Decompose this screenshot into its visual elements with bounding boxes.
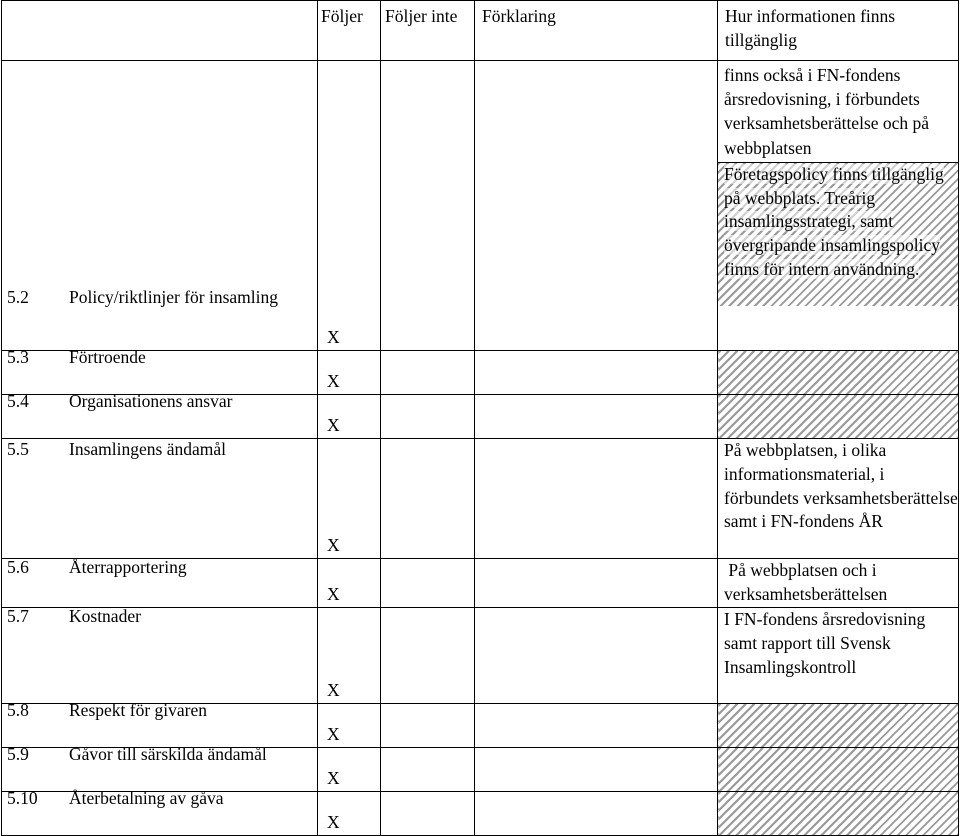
row-label-cell — [2, 61, 318, 351]
info-cell — [718, 439, 959, 559]
foljer-mark: X — [327, 680, 340, 701]
info-cell-hatched — [718, 704, 959, 748]
row-label: Förtroende — [69, 347, 146, 367]
row-number: 5.6 — [7, 557, 29, 577]
header-blank — [2, 1, 318, 61]
row-number: 5.7 — [7, 606, 29, 626]
foljer-inte-cell — [381, 351, 475, 395]
info-cell — [718, 608, 959, 704]
row-label: Gåvor till särskilda ändamål — [69, 744, 267, 764]
row-label: Respekt för givaren — [69, 700, 208, 720]
row-number: 5.3 — [7, 347, 29, 367]
header-hur-informationen: Hur informationen finns tillgänglig — [718, 1, 959, 61]
table-row — [2, 608, 959, 704]
forklaring-cell — [475, 439, 718, 559]
foljer-inte-cell — [381, 704, 475, 748]
foljer-mark: X — [327, 415, 340, 436]
foljer-mark: X — [327, 327, 340, 348]
foljer-cell — [318, 395, 381, 439]
foljer-cell — [318, 439, 381, 559]
table-row — [2, 748, 959, 792]
table-row — [2, 61, 959, 351]
info-text: I FN-fondens årsredovisning samt rapport till Svensk Insamlingskontroll — [724, 609, 926, 677]
foljer-inte-cell — [381, 61, 475, 351]
row-number: 5.5 — [7, 439, 29, 459]
row-number: 5.4 — [7, 391, 29, 411]
row-label-cell — [2, 559, 318, 608]
row-number: 5.9 — [7, 744, 29, 764]
forklaring-cell — [475, 748, 718, 792]
header-row — [2, 1, 959, 61]
foljer-cell — [318, 608, 381, 704]
info-cell-hatched — [718, 395, 959, 439]
foljer-cell — [318, 748, 381, 792]
foljer-mark: X — [327, 584, 340, 605]
foljer-cell — [318, 351, 381, 395]
foljer-inte-cell — [381, 559, 475, 608]
row-label-cell — [2, 347, 318, 395]
info-text: På webbplatsen, i olika informationsmaterial, i förbundets verksamhetsberättelse samt i FN-fondens ÅR — [724, 440, 958, 532]
table-row — [2, 395, 959, 439]
foljer-inte-cell — [381, 395, 475, 439]
forklaring-cell — [475, 61, 718, 351]
row-label: Återrapportering — [69, 557, 187, 577]
table-row — [2, 439, 959, 559]
info-text-hatched — [718, 162, 958, 306]
forklaring-cell — [475, 559, 718, 608]
foljer-inte-cell — [381, 439, 475, 559]
info-continuation-text: finns också i FN-fondens årsredovisning, i förbundets verksamhetsberättelse och på webbplatsen — [724, 65, 930, 158]
forklaring-cell — [475, 608, 718, 704]
row-label-cell — [2, 391, 318, 439]
compliance-table — [1, 0, 959, 836]
foljer-mark: X — [327, 812, 340, 833]
header-foljer-inte: Följer inte — [381, 1, 475, 61]
row-label-cell — [2, 744, 318, 792]
row-label: Återbetalning av gåva — [69, 788, 224, 808]
info-text: På webbplatsen och i verksamhetsberättelsen — [724, 560, 888, 604]
forklaring-cell — [475, 395, 718, 439]
foljer-mark: X — [327, 371, 340, 392]
foljer-cell — [318, 792, 381, 836]
row-label: Insamlingens ändamål — [69, 439, 226, 459]
foljer-mark: X — [327, 724, 340, 745]
table-row — [2, 559, 959, 608]
row-number: 5.8 — [7, 700, 29, 720]
foljer-inte-cell — [381, 792, 475, 836]
header-foljer: Följer — [318, 1, 381, 61]
foljer-inte-cell — [381, 608, 475, 704]
info-cell — [718, 61, 959, 351]
row-label: Policy/riktlinjer för insamling — [69, 287, 279, 308]
info-text: Företagspolicy finns tillgänglig på webbplats. Treårig insamlingsstrategi, samt övergripande insamlingspolicy finns för intern användning. — [724, 163, 944, 279]
row-label-cell — [2, 700, 318, 748]
foljer-cell — [318, 704, 381, 748]
table-row — [2, 704, 959, 748]
row-label: Kostnader — [69, 606, 141, 626]
foljer-mark: X — [327, 535, 340, 556]
table-row — [2, 351, 959, 395]
forklaring-cell — [475, 351, 718, 395]
info-cell-hatched — [718, 792, 959, 836]
row-label-cell — [2, 788, 318, 836]
row-number: 5.10 — [7, 788, 38, 808]
table-row — [2, 792, 959, 836]
row-number: 5.2 — [7, 287, 29, 308]
foljer-cell — [318, 559, 381, 608]
header-forklaring: Förklaring — [475, 1, 718, 61]
row-label-cell — [2, 439, 318, 559]
foljer-inte-cell — [381, 748, 475, 792]
foljer-cell — [318, 61, 381, 351]
info-cell — [718, 559, 959, 608]
info-cell-hatched — [718, 748, 959, 792]
row-label-cell — [2, 608, 318, 704]
forklaring-cell — [475, 704, 718, 748]
forklaring-cell — [475, 792, 718, 836]
info-cell-hatched — [718, 351, 959, 395]
foljer-mark: X — [327, 768, 340, 789]
row-label: Organisationens ansvar — [69, 391, 233, 411]
